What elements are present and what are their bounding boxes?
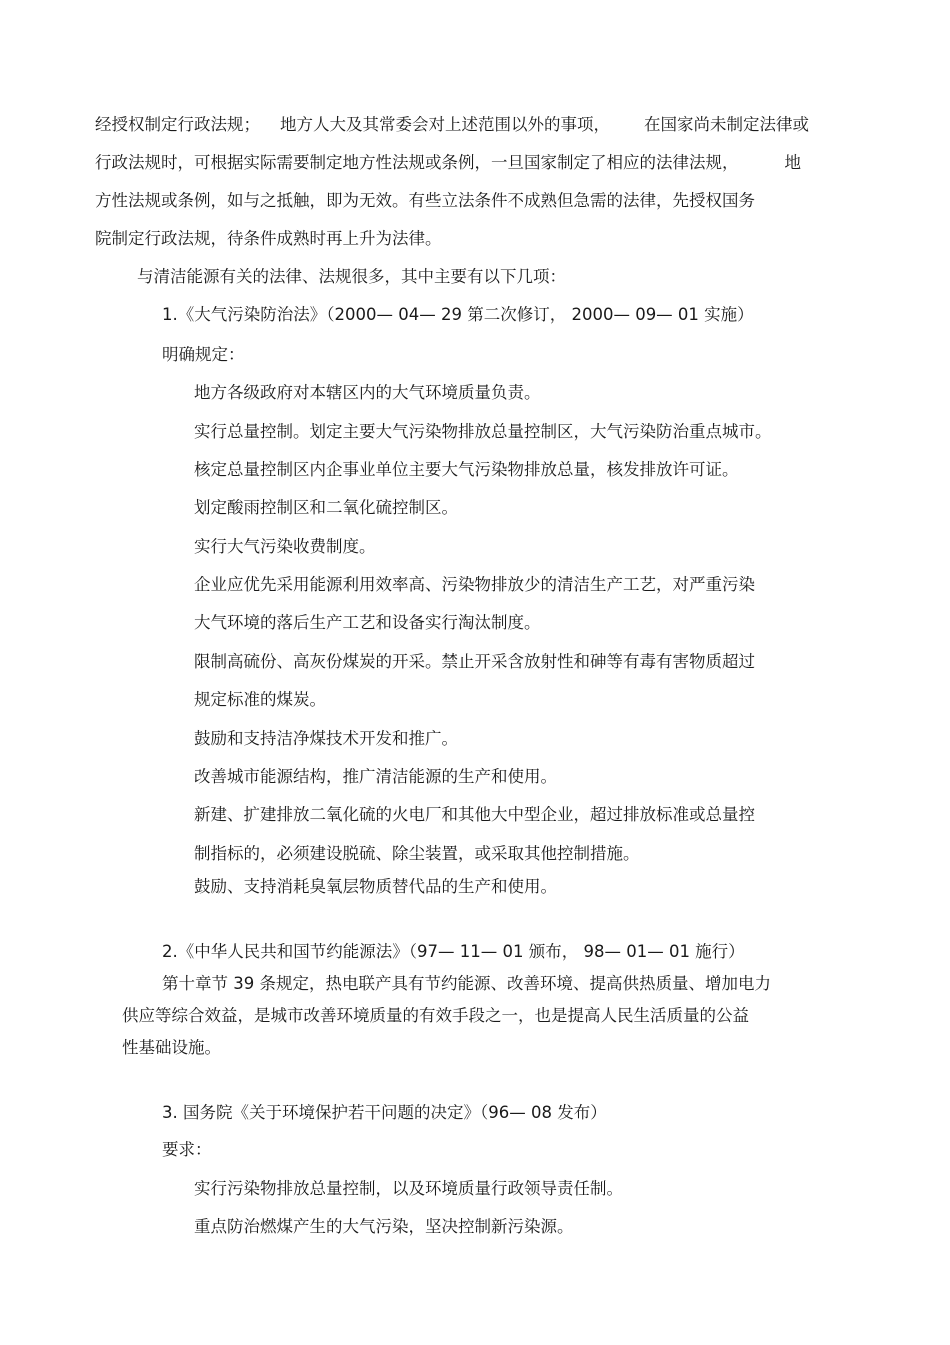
intro-line-2 (95, 152, 801, 174)
intro-line-5: 与清洁能源有关的法律、法规很多，其中主要有以下几项： (137, 267, 566, 286)
section1-item: 鼓励、支持消耗臭氧层物质替代品的生产和使用。 (194, 877, 557, 896)
intro-line-1 (95, 114, 809, 136)
section1-item: 新建、扩建排放二氧化硫的火电厂和其他大中型企业，超过排放标准或总量控 (194, 805, 755, 824)
section1-item: 改善城市能源结构，推广清洁能源的生产和使用。 (194, 767, 557, 786)
section1-item: 大气环境的落后生产工艺和设备实行淘汰制度。 (194, 613, 541, 632)
intro-line-1a: 经授权制定行政法规； (95, 115, 260, 134)
section2-line: 性基础设施。 (122, 1038, 221, 1057)
section1-item: 核定总量控制区内企事业单位主要大气污染物排放总量，核发排放许可证。 (194, 460, 739, 479)
section2-heading: 2.《中华人民共和国节约能源法》（97— 11— 01 颁布， 98— 01— 01 施行） (162, 942, 745, 961)
intro-line-3: 方性法规或条例，如与之抵触，即为无效。有些立法条件不成熟但急需的法律，先授权国务 (95, 191, 755, 210)
section1-item: 鼓励和支持洁净煤技术开发和推广。 (194, 729, 458, 748)
section3-item: 实行污染物排放总量控制，以及环境质量行政领导责任制。 (194, 1179, 623, 1198)
section1-item: 企业应优先采用能源利用效率高、污染物排放少的清洁生产工艺，对严重污染 (194, 575, 755, 594)
intro-line-2b: 地 (784, 153, 801, 172)
section1-item: 划定酸雨控制区和二氧化硫控制区。 (194, 498, 458, 517)
section1-item: 实行总量控制。划定主要大气污染物排放总量控制区，大气污染防治重点城市。 (194, 422, 772, 441)
section2-line: 第十章节 39 条规定，热电联产具有节约能源、改善环境、提高供热质量、增加电力 (162, 974, 771, 993)
section1-item: 规定标准的煤炭。 (194, 690, 326, 709)
section1-heading: 1.《大气污染防治法》（2000— 04— 29 第二次修订， 2000— 09— 01 实施） (162, 305, 754, 324)
intro-line-1b: 地方人大及其常委会对上述范围以外的事项， (280, 115, 610, 134)
section3-label: 要求： (162, 1140, 212, 1159)
section1-item: 地方各级政府对本辖区内的大气环境质量负责。 (194, 383, 541, 402)
intro-line-2a: 行政法规时，可根据实际需要制定地方性法规或条例，一旦国家制定了相应的法律法规， (95, 153, 739, 172)
section3-heading: 3. 国务院《关于环境保护若干问题的决定》（96— 08 发布） (162, 1103, 607, 1122)
intro-line-1c: 在国家尚未制定法律或 (644, 115, 809, 134)
section2-line: 供应等综合效益，是城市改善环境质量的有效手段之一，也是提高人民生活质量的公益 (122, 1006, 749, 1025)
section3-item: 重点防治燃煤产生的大气污染，坚决控制新污染源。 (194, 1217, 574, 1236)
intro-line-4: 院制定行政法规，待条件成熟时再上升为法律。 (95, 229, 442, 248)
section1-label: 明确规定： (162, 345, 245, 364)
section1-item: 限制高硫份、高灰份煤炭的开采。禁止开采含放射性和砷等有毒有害物质超过 (194, 652, 755, 671)
section1-item: 制指标的，必须建设脱硫、除尘装置，或采取其他控制措施。 (194, 844, 640, 863)
section1-item: 实行大气污染收费制度。 (194, 537, 376, 556)
